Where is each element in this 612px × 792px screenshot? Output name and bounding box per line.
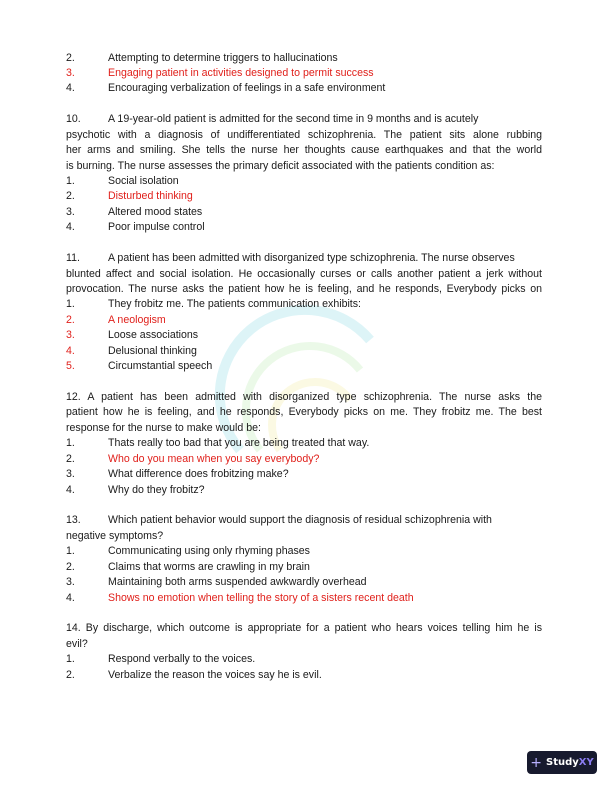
item-number: 13. [66,514,81,527]
answer-option-line [66,513,542,528]
answer-option-line [66,174,542,189]
question-text-line [66,159,542,174]
answer-option-line [66,205,542,220]
question-text-line [66,267,542,282]
item-number: 4. [66,344,75,357]
item-number: 11. [66,252,80,265]
question-text-line [66,390,542,405]
question-text-line [66,282,542,297]
question-text-line [66,128,542,143]
line-text: her arms and smiling. She tells the nurse her thoughts cause earthquakes and that the world [66,144,542,157]
question-text-line [66,529,542,544]
answer-option-line [66,668,542,683]
line-text: Delusional thinking [108,344,197,357]
line-text: Social isolation [108,174,179,187]
answer-option-line [66,112,542,127]
correct-answer-text: A neologism [108,313,166,326]
answer-option-line [66,591,542,606]
answer-option-line [66,81,542,96]
question-text-line [66,421,542,436]
line-text: Loose associations [108,329,199,342]
answer-option-line [66,359,542,374]
correct-answer-text: Engaging patient in activities designed to permit success [108,66,374,79]
answer-option-line [66,544,542,559]
item-number: 4. [66,221,75,234]
answer-option-line [66,467,542,482]
line-text: What difference does frobitzing make? [108,468,289,481]
item-number: 3. [66,576,75,589]
line-text: Which patient behavior would support the diagnosis of residual schizophrenia with [108,514,492,527]
answer-option-line [66,220,542,235]
line-text: Communicating using only rhyming phases [108,545,310,558]
answer-option-line [66,652,542,667]
correct-answer-text: Shows no emotion when telling the story of a sisters recent death [108,591,414,604]
line-text: psychotic with a diagnosis of undifferentiated schizophrenia. The patient sits alone rubbing [66,128,542,141]
answer-option-line [66,483,542,498]
line-text: Poor impulse control [108,221,205,234]
item-number: 4. [66,483,75,496]
line-text: Verbalize the reason the voices say he is evil. [108,668,322,681]
line-text: 12. A patient has been admitted with disorganized type schizophrenia. The nurse asks the [66,390,542,403]
line-text: A patient has been admitted with disorganized type schizophrenia. The nurse observes [108,252,515,265]
correct-answer-text: Who do you mean when you say everybody? [108,452,320,465]
plus-icon: + [530,754,542,771]
question-text-line [66,143,542,158]
line-text: Circumstantial speech [108,360,213,373]
item-number: 1. [66,437,75,450]
item-number: 2. [66,313,75,326]
answer-option-line [66,313,542,328]
answer-option-line [66,452,542,467]
answer-option-line [66,575,542,590]
answer-option-line [66,251,542,266]
line-text: Altered mood states [108,205,203,218]
line-text: Thats really too bad that you are being treated that way. [108,437,370,450]
item-number: 4. [66,591,75,604]
line-text: Encouraging verbalization of feelings in a safe environment [108,82,386,95]
item-number: 3. [66,66,75,79]
line-text: A 19-year-old patient is admitted for the second time in 9 months and is acutely [108,113,479,126]
question-text-line [66,621,542,636]
item-number: 1. [66,653,75,666]
item-number: 2. [66,190,75,203]
item-number: 3. [66,205,75,218]
item-number: 1. [66,174,75,187]
item-number: 10. [66,113,81,126]
line-text: Maintaining both arms suspended awkwardly overhead [108,576,367,589]
line-text: patient how he is feeling, and he responds, Everybody picks on me. They frobitz me. The best [66,406,542,419]
answer-option-line [66,560,542,575]
line-text: Why do they frobitz? [108,483,205,496]
line-text: Respond verbally to the voices. [108,653,256,666]
item-number: 2. [66,51,75,64]
item-number: 2. [66,560,75,573]
item-number: 3. [66,329,75,342]
answer-option-line [66,66,542,81]
line-text: Claims that worms are crawling in my brain [108,560,310,573]
item-number: 1. [66,298,75,311]
item-number: 2. [66,668,75,681]
item-number: 5. [66,360,75,373]
answer-option-line [66,189,542,204]
line-text: Attempting to determine triggers to hallucinations [108,51,338,64]
line-text: blunted affect and social isolation. He occasionally curses or calls another patient a jerk without [66,267,542,280]
answer-option-line [66,51,542,66]
badge-label: StudyXY [546,757,594,768]
item-number: 3. [66,468,75,481]
line-text: negative symptoms? [66,529,164,542]
answer-option-line [66,297,542,312]
studyxy-badge[interactable] [527,751,597,774]
line-text: is burning. The nurse assesses the primary deficit associated with the patients condition as: [66,159,495,172]
answer-option-line [66,436,542,451]
answer-option-line [66,344,542,359]
line-text: 14. By discharge, which outcome is appropriate for a patient who hears voices telling him he is [66,622,542,635]
item-number: 2. [66,452,75,465]
line-text: evil? [66,637,88,650]
line-text: They frobitz me. The patients communication exhibits: [108,298,361,311]
item-number: 1. [66,545,75,558]
question-text-line [66,637,542,652]
answer-option-line [66,328,542,343]
item-number: 4. [66,82,75,95]
line-text: response for the nurse to make would be: [66,421,261,434]
question-text-line [66,405,542,420]
line-text: provocation. The nurse asks the patient how he is feeling, and he responds, Everybody picks on [66,282,542,295]
correct-answer-text: Disturbed thinking [108,190,193,203]
